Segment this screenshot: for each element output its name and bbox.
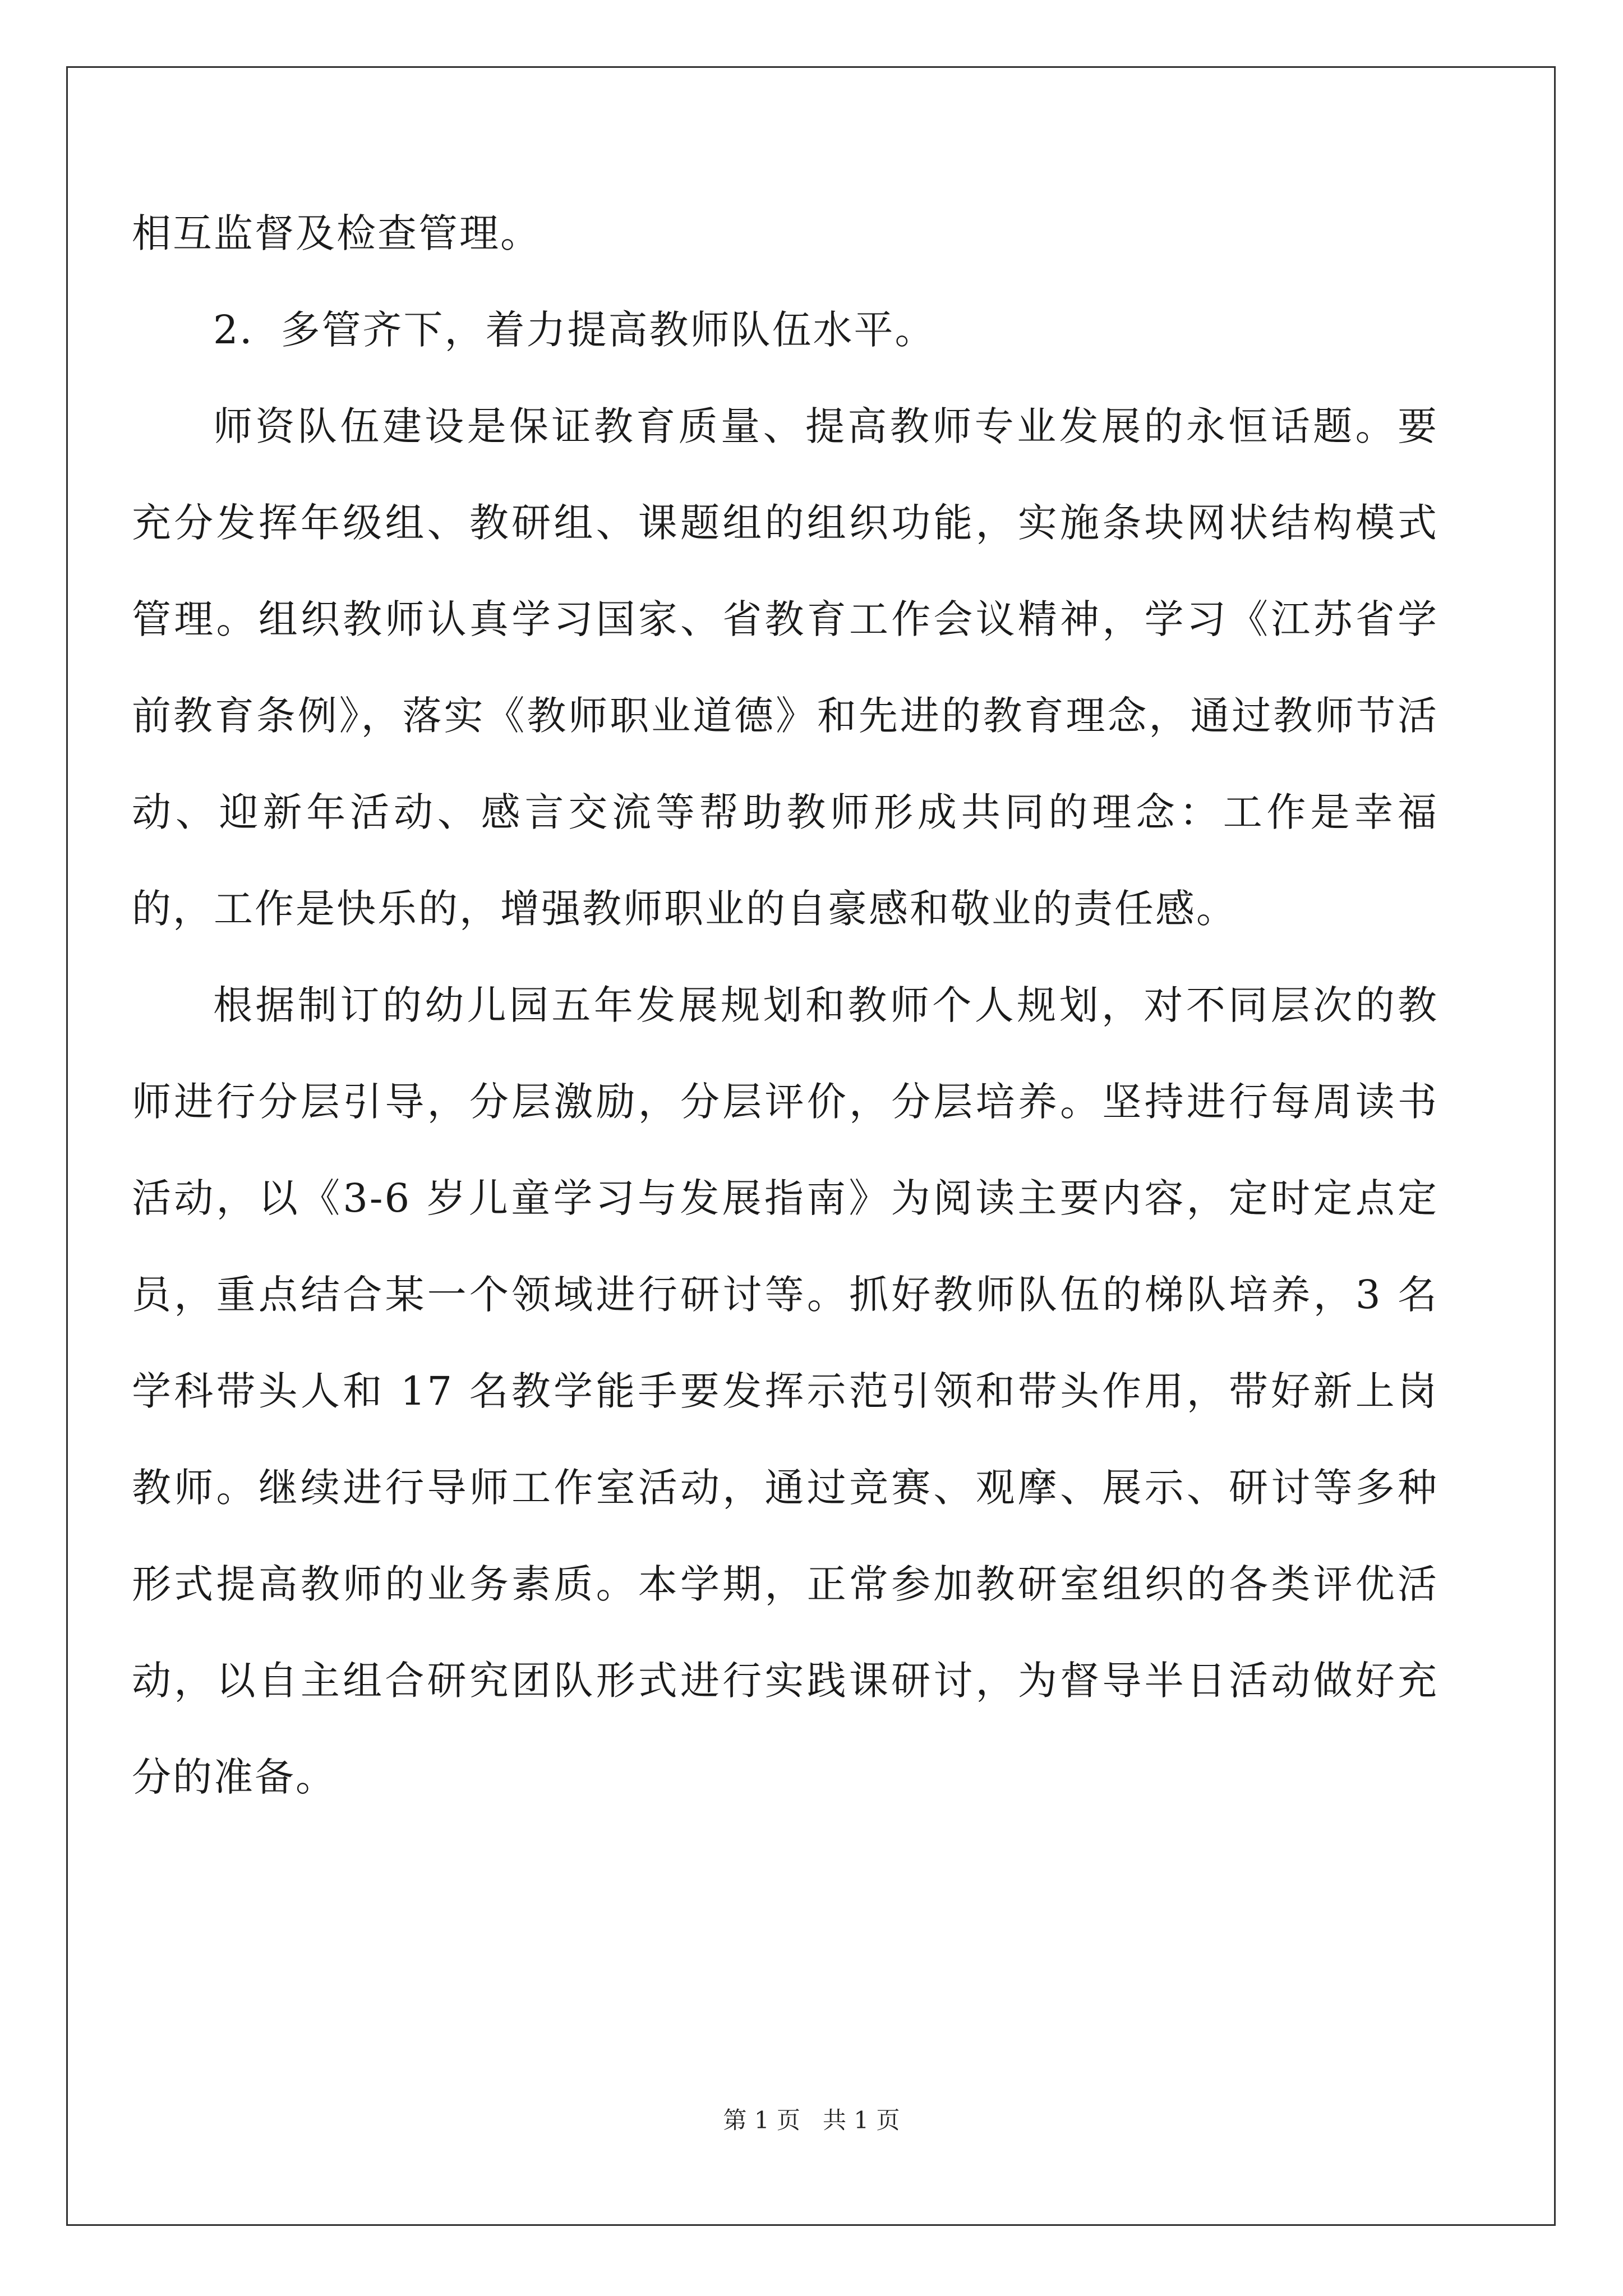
page-footer bbox=[0, 2104, 1623, 2137]
document-body bbox=[132, 185, 1438, 1825]
page-total: 共 1 页 bbox=[823, 2106, 900, 2134]
section-heading: 2．多管齐下，着力提高教师队伍水平。 bbox=[213, 307, 936, 353]
paragraph: 师资队伍建设是保证教育质量、提高教师专业发展的永恒话题。要充分发挥年级组、教研组、课题组的组织功能，实施条块网状结构模式管理。组织教师认真学习国家、省教育工作会议精神，学习《江苏省学前教育条例》，落实《教师职业道德》和先进的教育理念，通过教师节活动、迎新年活动、感言交流等帮助教师形成共同的理念：工作是幸福的，工作是快乐的，增强教师职业的自豪感和敬业的责任感。 bbox=[132, 403, 1438, 932]
paragraph: 根据制订的幼儿园五年发展规划和教师个人规划，对不同层次的教师进行分层引导，分层激励，分层评价，分层培养。坚持进行每周读书活动，以《3-6 岁儿童学习与发展指南》为阅读主要内容，定时定点定员，重点结合某一个领域进行研讨等。抓好教师队伍的梯队培养，3 名学科带头人和 17 名教学能手要发挥示范引领和带头作用，带好新上岗教师。继续进行导师工作室活动，通过竞赛、观摩、展示、研讨等多种形式提高教师的业务素质。本学期，正常参加教研室组织的各类评优活动，以自主组合研究团队形式进行实践课研讨，为督导半日活动做好充分的准备。 bbox=[132, 982, 1438, 1800]
page-number: 第 1 页 bbox=[723, 2106, 800, 2134]
paragraph-continuation: 相互监督及检查管理。 bbox=[132, 210, 541, 256]
